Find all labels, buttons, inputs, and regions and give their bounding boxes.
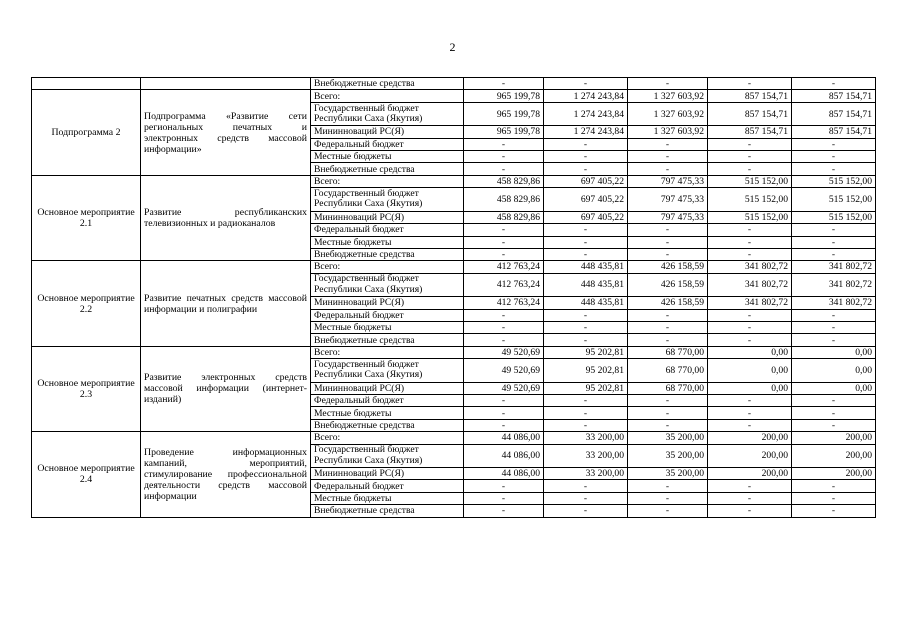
source-cell: Внебюджетные средства [311,78,464,90]
value-cell: - [792,151,876,163]
value-cell: - [708,419,792,431]
value-cell: 49 520,69 [464,382,544,394]
value-cell: 515 152,00 [708,188,792,212]
value-cell: 0,00 [708,382,792,394]
value-cell: - [544,78,628,90]
value-cell: 797 475,33 [628,175,708,187]
value-cell: 68 770,00 [628,359,708,383]
value-cell: - [792,224,876,236]
value-cell: 458 829,86 [464,188,544,212]
value-cell: 448 435,81 [544,297,628,309]
source-cell: Внебюджетные средства [311,163,464,175]
source-cell: Всего: [311,175,464,187]
value-cell: - [544,505,628,517]
table-row [32,175,876,187]
value-cell: 965 199,78 [464,102,544,126]
value-cell: 797 475,33 [628,211,708,223]
source-cell: Мининноваций РС(Я) [311,382,464,394]
value-cell: 44 086,00 [464,468,544,480]
value-cell: - [792,492,876,504]
source-cell: Внебюджетные средства [311,334,464,346]
value-cell: - [628,163,708,175]
value-cell: - [464,236,544,248]
program-cell-empty [32,78,141,90]
value-cell: - [708,78,792,90]
value-cell: - [708,492,792,504]
value-cell: 1 274 243,84 [544,126,628,138]
value-cell: 341 802,72 [792,261,876,273]
value-cell: - [464,395,544,407]
value-cell: - [628,309,708,321]
value-cell: 0,00 [708,359,792,383]
value-cell: - [792,419,876,431]
value-cell: 44 086,00 [464,432,544,444]
value-cell: 857 154,71 [708,90,792,102]
value-cell: - [464,224,544,236]
value-cell: - [544,334,628,346]
value-cell: - [544,321,628,333]
value-cell: 33 200,00 [544,432,628,444]
value-cell: 200,00 [792,468,876,480]
source-cell: Местные бюджеты [311,492,464,504]
value-cell: - [708,334,792,346]
value-cell: - [464,321,544,333]
table-row [32,261,876,273]
program-name-cell: Основное мероприятие 2.1 [32,175,141,260]
value-cell: - [708,321,792,333]
value-cell: - [464,309,544,321]
value-cell: - [792,407,876,419]
value-cell: 965 199,78 [464,126,544,138]
value-cell: - [792,138,876,150]
value-cell: 697 405,22 [544,211,628,223]
value-cell: 515 152,00 [792,175,876,187]
budget-table [31,77,876,518]
program-description-cell: Подпрограмма «Развитие сети региональных печатных и электронных средств массовой информации» [141,90,311,175]
source-cell: Всего: [311,432,464,444]
value-cell: 200,00 [792,432,876,444]
value-cell: - [792,309,876,321]
value-cell: - [628,407,708,419]
value-cell: - [628,492,708,504]
source-cell: Государственный бюджет Республики Саха (Якутия) [311,188,464,212]
source-cell: Мининноваций РС(Я) [311,468,464,480]
source-cell: Государственный бюджет Республики Саха (Якутия) [311,102,464,126]
value-cell: 341 802,72 [792,273,876,297]
value-cell: 857 154,71 [792,126,876,138]
source-cell: Местные бюджеты [311,236,464,248]
value-cell: - [792,480,876,492]
value-cell: 200,00 [708,444,792,468]
value-cell: 412 763,24 [464,273,544,297]
value-cell: - [792,334,876,346]
source-cell: Мининноваций РС(Я) [311,297,464,309]
value-cell: - [544,224,628,236]
value-cell: - [544,480,628,492]
value-cell: 1 274 243,84 [544,102,628,126]
table-row [32,432,876,444]
value-cell: 0,00 [792,359,876,383]
value-cell: 448 435,81 [544,261,628,273]
value-cell: 341 802,72 [708,297,792,309]
value-cell: - [708,395,792,407]
source-cell: Государственный бюджет Республики Саха (Якутия) [311,359,464,383]
value-cell: 200,00 [708,432,792,444]
value-cell: - [464,248,544,260]
value-cell: 1 327 603,92 [628,126,708,138]
value-cell: - [792,395,876,407]
program-name-cell: Основное мероприятие 2.2 [32,261,141,346]
value-cell: 35 200,00 [628,444,708,468]
value-cell: - [708,138,792,150]
value-cell: 426 158,59 [628,273,708,297]
value-cell: - [628,505,708,517]
value-cell: 49 520,69 [464,359,544,383]
value-cell: - [544,309,628,321]
value-cell: - [544,236,628,248]
value-cell: - [708,248,792,260]
source-cell: Всего: [311,261,464,273]
value-cell: - [628,248,708,260]
program-name-cell: Основное мероприятие 2.3 [32,346,141,431]
source-cell: Местные бюджеты [311,321,464,333]
value-cell: - [544,395,628,407]
value-cell: 35 200,00 [628,468,708,480]
source-cell: Местные бюджеты [311,151,464,163]
value-cell: 426 158,59 [628,297,708,309]
source-cell: Федеральный бюджет [311,395,464,407]
value-cell: - [628,236,708,248]
value-cell: 95 202,81 [544,346,628,358]
value-cell: 458 829,86 [464,211,544,223]
value-cell: - [708,236,792,248]
value-cell: 35 200,00 [628,432,708,444]
source-cell: Всего: [311,346,464,358]
program-description-cell: Развитие республиканских телевизионных и радиоканалов [141,175,311,260]
value-cell: 95 202,81 [544,359,628,383]
value-cell: 412 763,24 [464,261,544,273]
value-cell: 857 154,71 [792,90,876,102]
value-cell: 857 154,71 [792,102,876,126]
program-name-cell: Подпрограмма 2 [32,90,141,175]
budget-table-body [32,78,876,518]
value-cell: 697 405,22 [544,188,628,212]
value-cell: 412 763,24 [464,297,544,309]
value-cell: 0,00 [708,346,792,358]
source-cell: Местные бюджеты [311,407,464,419]
value-cell: - [708,151,792,163]
value-cell: 341 802,72 [708,261,792,273]
value-cell: - [708,224,792,236]
value-cell: 697 405,22 [544,175,628,187]
value-cell: 200,00 [708,468,792,480]
source-cell: Федеральный бюджет [311,480,464,492]
value-cell: 44 086,00 [464,444,544,468]
value-cell: - [464,492,544,504]
value-cell: 68 770,00 [628,382,708,394]
value-cell: 0,00 [792,346,876,358]
value-cell: 341 802,72 [708,273,792,297]
value-cell: 965 199,78 [464,90,544,102]
value-cell: 448 435,81 [544,273,628,297]
table-row-continuation [32,78,876,90]
program-description-cell: Развитие печатных средств массовой информации и полиграфии [141,261,311,346]
value-cell: - [544,407,628,419]
program-name-cell: Основное мероприятие 2.4 [32,432,141,517]
source-cell: Государственный бюджет Республики Саха (Якутия) [311,273,464,297]
value-cell: 515 152,00 [792,211,876,223]
value-cell: 0,00 [792,382,876,394]
value-cell: - [792,321,876,333]
value-cell: - [628,480,708,492]
value-cell: 95 202,81 [544,382,628,394]
value-cell: - [544,248,628,260]
value-cell: - [544,492,628,504]
value-cell: - [708,309,792,321]
value-cell: - [464,505,544,517]
value-cell: - [464,419,544,431]
value-cell: 49 520,69 [464,346,544,358]
source-cell: Внебюджетные средства [311,248,464,260]
value-cell: - [544,163,628,175]
value-cell: - [792,163,876,175]
value-cell: 857 154,71 [708,102,792,126]
source-cell: Федеральный бюджет [311,309,464,321]
value-cell: - [464,151,544,163]
value-cell: 426 158,59 [628,261,708,273]
source-cell: Мининноваций РС(Я) [311,126,464,138]
source-cell: Внебюджетные средства [311,419,464,431]
program-description-cell: Проведение информационных кампаний, мероприятий, стимулирование профессиональной деятельности средств массовой информации [141,432,311,517]
value-cell: - [628,419,708,431]
source-cell: Всего: [311,90,464,102]
value-cell: - [464,334,544,346]
value-cell: - [464,78,544,90]
value-cell: 458 829,86 [464,175,544,187]
value-cell: - [708,163,792,175]
value-cell: - [628,334,708,346]
source-cell: Государственный бюджет Республики Саха (Якутия) [311,444,464,468]
value-cell: - [708,407,792,419]
value-cell: 515 152,00 [708,211,792,223]
value-cell: - [628,395,708,407]
value-cell: - [628,151,708,163]
value-cell: - [792,505,876,517]
value-cell: 1 327 603,92 [628,102,708,126]
value-cell: - [464,138,544,150]
value-cell: - [628,138,708,150]
description-cell-empty [141,78,311,90]
source-cell: Внебюджетные средства [311,505,464,517]
value-cell: - [464,480,544,492]
value-cell: 68 770,00 [628,346,708,358]
value-cell: 1 274 243,84 [544,90,628,102]
value-cell: - [544,138,628,150]
value-cell: - [464,407,544,419]
value-cell: 33 200,00 [544,444,628,468]
table-row [32,346,876,358]
value-cell: - [628,321,708,333]
value-cell: 341 802,72 [792,297,876,309]
program-description-cell: Развитие электронных средств массовой информации (интернет-изданий) [141,346,311,431]
value-cell: - [708,505,792,517]
value-cell: - [544,151,628,163]
value-cell: - [628,78,708,90]
source-cell: Федеральный бюджет [311,224,464,236]
source-cell: Мининноваций РС(Я) [311,211,464,223]
value-cell: - [708,480,792,492]
value-cell: 200,00 [792,444,876,468]
value-cell: 797 475,33 [628,188,708,212]
page-number: 2 [449,40,456,54]
source-cell: Федеральный бюджет [311,138,464,150]
value-cell: - [544,419,628,431]
value-cell: 515 152,00 [708,175,792,187]
value-cell: - [792,78,876,90]
value-cell: - [792,236,876,248]
value-cell: 33 200,00 [544,468,628,480]
value-cell: 857 154,71 [708,126,792,138]
table-row [32,90,876,102]
value-cell: - [792,248,876,260]
value-cell: - [628,224,708,236]
value-cell: 1 327 603,92 [628,90,708,102]
value-cell: 515 152,00 [792,188,876,212]
value-cell: - [464,163,544,175]
